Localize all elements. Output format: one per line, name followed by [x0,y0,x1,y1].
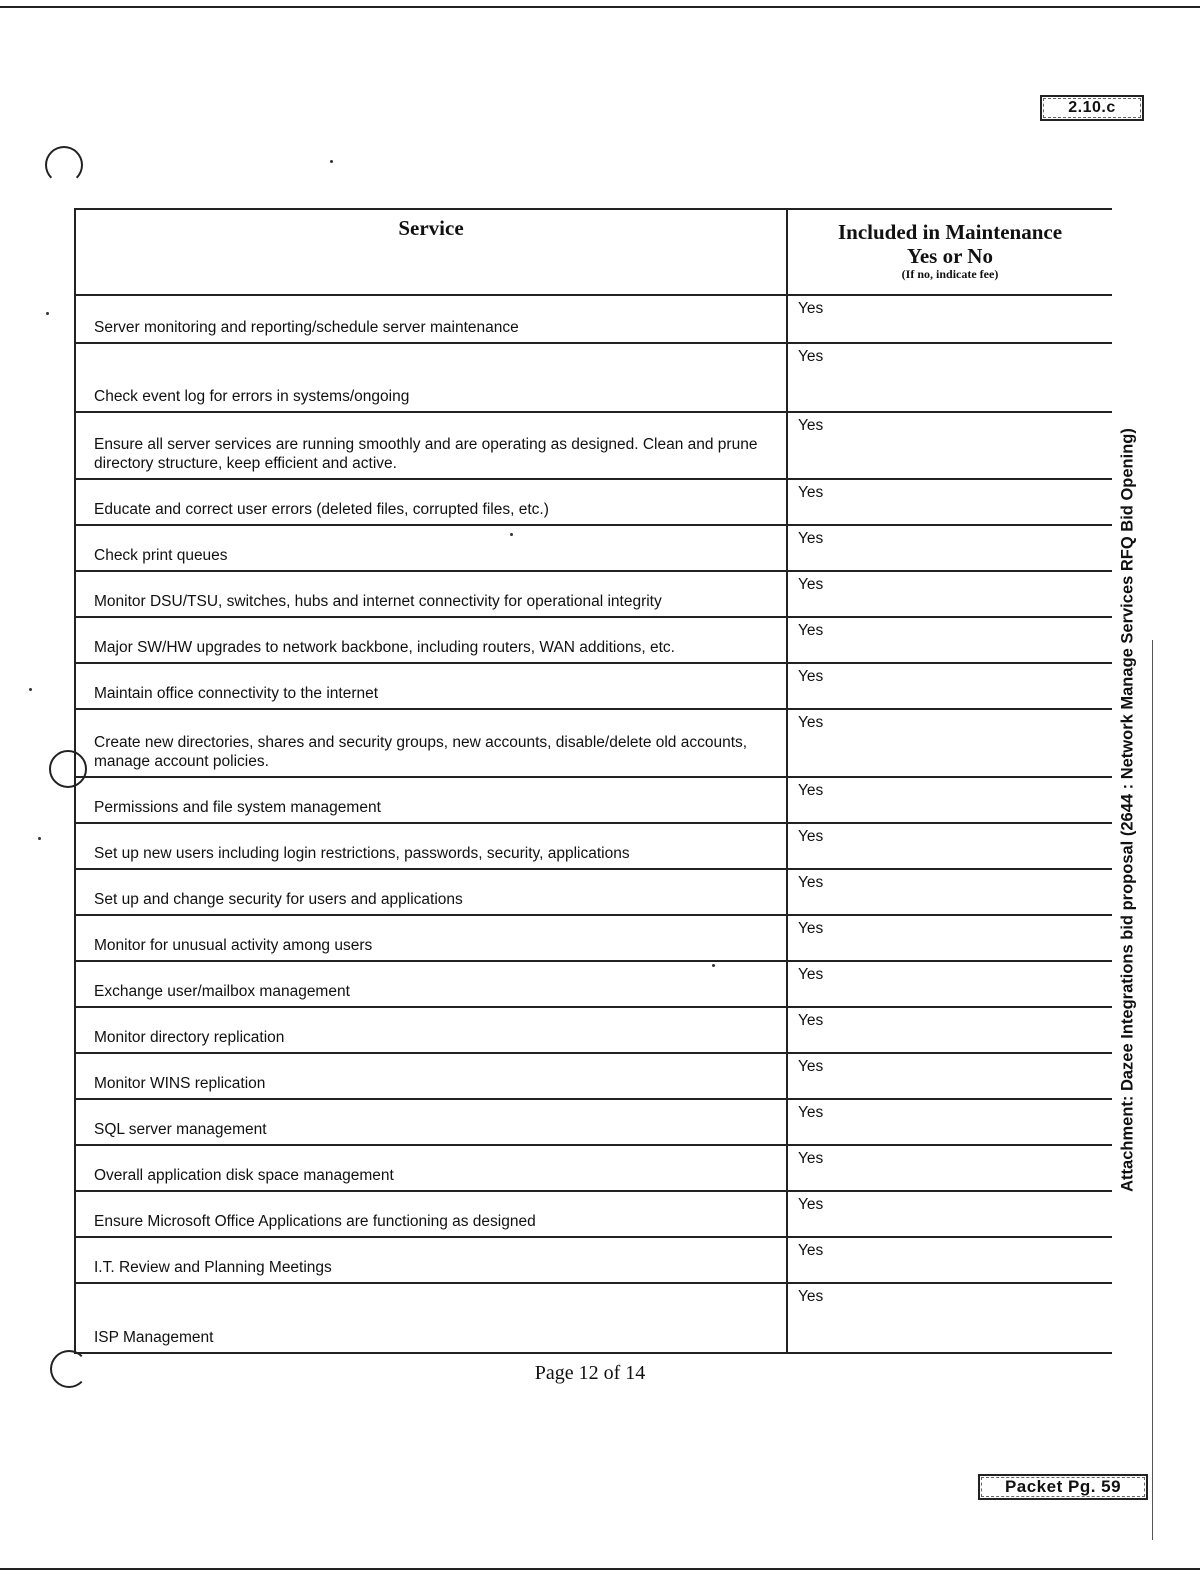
service-cell: Major SW/HW upgrades to network backbone, including routers, WAN additions, etc. [75,617,787,663]
included-cell: Yes [787,1053,1112,1099]
table-row [75,295,1112,343]
table-row [75,525,1112,571]
table-row [75,1053,1112,1099]
included-cell: Yes [787,709,1112,777]
right-margin-line [1152,640,1153,1540]
included-cell: Yes [787,1099,1112,1145]
included-cell: Yes [787,571,1112,617]
top-border-line [0,6,1200,8]
table-row [75,915,1112,961]
included-column-header [787,209,1112,295]
included-cell: Yes [787,823,1112,869]
service-cell: Server monitoring and reporting/schedule server maintenance [75,295,787,343]
table-row [75,1145,1112,1191]
service-cell: Monitor for unusual activity among users [75,915,787,961]
service-cell: Ensure all server services are running smoothly and are operating as designed. Clean and prune directory structure, keep efficient and active. [75,412,787,479]
services-table [74,208,1112,1354]
service-cell: Check print queues [75,525,787,571]
included-cell: Yes [787,412,1112,479]
table-row [75,1007,1112,1053]
service-cell: Monitor WINS replication [75,1053,787,1099]
included-cell: Yes [787,1283,1112,1353]
service-cell: Permissions and file system management [75,777,787,823]
included-cell: Yes [787,869,1112,915]
scan-speck [46,312,49,315]
included-cell: Yes [787,343,1112,412]
included-header-line1: Included in Maintenance [837,220,1063,244]
table-header-row [75,209,1112,295]
service-cell: Monitor DSU/TSU, switches, hubs and internet connectivity for operational integrity [75,571,787,617]
service-cell: Exchange user/mailbox management [75,961,787,1007]
service-cell: Set up and change security for users and applications [75,869,787,915]
service-cell: ISP Management [75,1283,787,1353]
table-row [75,617,1112,663]
service-cell: Overall application disk space management [75,1145,787,1191]
table-row [75,1237,1112,1283]
reference-stamp [1040,95,1144,121]
included-cell: Yes [787,961,1112,1007]
bottom-border-line [0,1568,1200,1570]
scan-speck [29,688,32,691]
included-cell: Yes [787,777,1112,823]
included-header-note: (If no, indicate fee) [901,267,999,282]
table-row [75,1099,1112,1145]
scan-speck [38,837,41,840]
table-row [75,663,1112,709]
included-cell: Yes [787,1191,1112,1237]
service-cell: SQL server management [75,1099,787,1145]
table-row [75,869,1112,915]
included-cell: Yes [787,295,1112,343]
packet-page-stamp [978,1474,1148,1500]
table-row [75,777,1112,823]
punch-hole-top [45,146,83,184]
table-row [75,479,1112,525]
table-row [75,1283,1112,1353]
included-cell: Yes [787,525,1112,571]
scan-speck [330,160,333,163]
packet-page-label: Packet Pg. 59 [981,1477,1145,1497]
included-cell: Yes [787,1237,1112,1283]
table-row [75,961,1112,1007]
service-cell: Educate and correct user errors (deleted files, corrupted files, etc.) [75,479,787,525]
table-row [75,571,1112,617]
included-cell: Yes [787,1007,1112,1053]
service-cell: Set up new users including login restrictions, passwords, security, applications [75,823,787,869]
table-row [75,709,1112,777]
included-cell: Yes [787,617,1112,663]
service-cell: Maintain office connectivity to the internet [75,663,787,709]
reference-stamp-label: 2.10.c [1043,98,1141,118]
included-cell: Yes [787,479,1112,525]
included-cell: Yes [787,663,1112,709]
page-number: Page 12 of 14 [534,1362,646,1384]
service-header-label: Service [398,216,464,240]
table-row [75,343,1112,412]
service-cell: I.T. Review and Planning Meetings [75,1237,787,1283]
included-cell: Yes [787,1145,1112,1191]
table-row [75,412,1112,479]
service-column-header [75,209,787,295]
attachment-side-label: Attachment: Dazee Integrations bid proposal (2644 : Network Manage Services RFQ Bid Opening) [1118,428,1137,1192]
service-cell: Ensure Microsoft Office Applications are functioning as designed [75,1191,787,1237]
table-row [75,1191,1112,1237]
service-cell: Check event log for errors in systems/ongoing [75,343,787,412]
service-cell: Create new directories, shares and security groups, new accounts, disable/delete old accounts, manage account policies. [75,709,787,777]
table-row [75,823,1112,869]
service-cell: Monitor directory replication [75,1007,787,1053]
included-header-line2: Yes or No [907,244,993,269]
included-cell: Yes [787,915,1112,961]
